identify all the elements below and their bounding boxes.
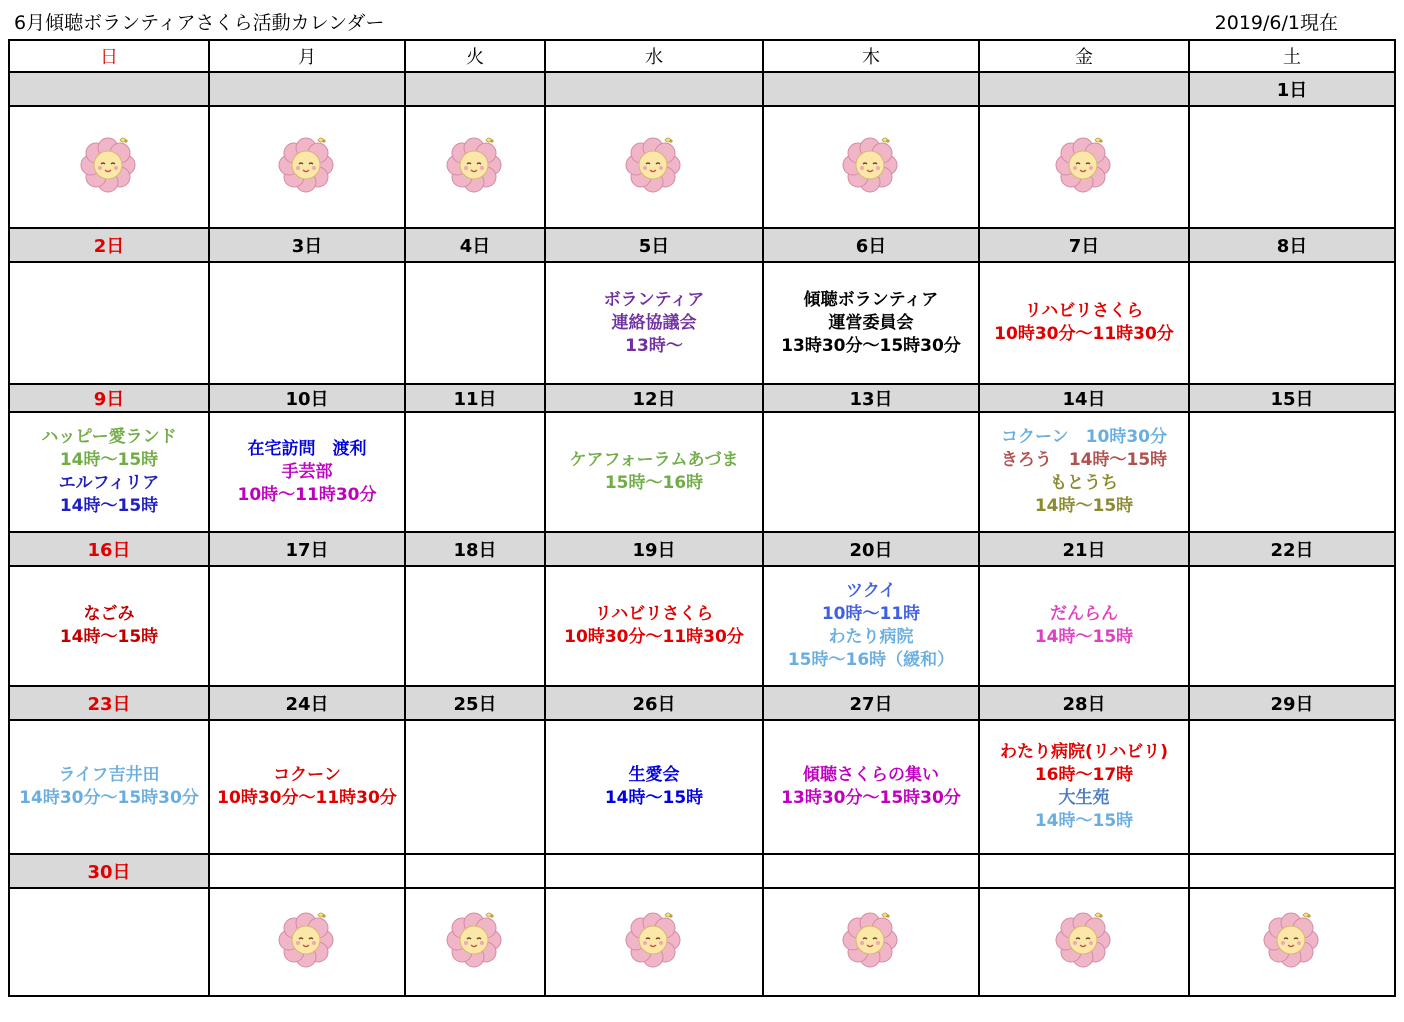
event-text: コクーン (273, 765, 341, 785)
weekday-header-row (9, 40, 1395, 72)
date-cell: 15日 (1189, 384, 1395, 412)
event-text: きろう 14時～15時 (1000, 450, 1168, 470)
event-time: 14時～15時 (59, 496, 159, 516)
week2-content-row (9, 262, 1395, 384)
day-cell (405, 412, 545, 532)
event-cell (9, 720, 209, 854)
day-cell (209, 262, 405, 384)
day-cell (405, 888, 545, 996)
day-cell (1189, 888, 1395, 996)
event-cell (209, 412, 405, 532)
day-cell (209, 888, 405, 996)
date-cell: 13日 (763, 384, 979, 412)
date-cell: 10日 (209, 384, 405, 412)
date-cell: 27日 (763, 686, 979, 720)
date-cell: 28日 (979, 686, 1189, 720)
weekday-mon: 月 (209, 40, 405, 72)
date-cell: 20日 (763, 532, 979, 566)
week1-content-row (9, 106, 1395, 228)
sakura-flower-mascot-icon (838, 906, 904, 972)
date-cell (9, 72, 209, 106)
event-time: 10時30分～11時30分 (994, 324, 1174, 344)
day-cell (9, 262, 209, 384)
event-text: ハッピー愛ランド (41, 427, 177, 447)
date-cell (1189, 854, 1395, 888)
date-cell: 19日 (545, 532, 763, 566)
date-cell: 4日 (405, 228, 545, 262)
event-text: なごみ (83, 604, 135, 624)
event-text: ケアフォーラムあづま (569, 450, 739, 470)
event-text: 大生苑 (1058, 788, 1110, 808)
sakura-flower-mascot-icon (442, 906, 508, 972)
event-text: わたり病院(リハビリ) (999, 742, 1169, 762)
day-cell (979, 106, 1189, 228)
date-cell: 6日 (763, 228, 979, 262)
event-cell (979, 566, 1189, 686)
date-cell: 2日 (9, 228, 209, 262)
date-cell: 7日 (979, 228, 1189, 262)
event-text: コクーン 10時30分 (1001, 427, 1167, 447)
weekday-thu: 木 (763, 40, 979, 72)
date-cell (209, 854, 405, 888)
week4-date-row (9, 532, 1395, 566)
date-cell (545, 72, 763, 106)
event-time: 13時30分～15時30分 (781, 335, 961, 356)
sakura-flower-mascot-icon (621, 906, 687, 972)
weekday-wed: 水 (545, 40, 763, 72)
event-text: もとうち (1050, 473, 1118, 493)
date-cell: 8日 (1189, 228, 1395, 262)
event-time: 14時～15時 (59, 627, 159, 647)
calendar-table (8, 39, 1396, 997)
date-cell: 12日 (545, 384, 763, 412)
date-cell: 16日 (9, 532, 209, 566)
week3-content-row (9, 412, 1395, 532)
event-time: 15時～16時（緩和） (787, 650, 955, 670)
date-cell: 26日 (545, 686, 763, 720)
day-cell (405, 106, 545, 228)
week1-date-row (9, 72, 1395, 106)
day-cell (1189, 412, 1395, 532)
day-cell (763, 106, 979, 228)
event-text: エルフィリア (58, 473, 160, 493)
event-time: 14時～15時 (604, 788, 704, 808)
date-cell: 23日 (9, 686, 209, 720)
week2-date-row (9, 228, 1395, 262)
date-cell: 29日 (1189, 686, 1395, 720)
event-text: 在宅訪問 渡利 (247, 438, 367, 459)
event-cell (545, 566, 763, 686)
event-cell (209, 720, 405, 854)
day-cell (545, 888, 763, 996)
event-time: 14時～15時 (1034, 811, 1134, 831)
event-time: 15時～16時 (604, 473, 704, 493)
date-cell (209, 72, 405, 106)
day-cell (1189, 106, 1395, 228)
date-cell (763, 72, 979, 106)
event-time: 10時～11時30分 (237, 484, 377, 505)
sakura-flower-mascot-icon (274, 131, 340, 197)
event-time: 13時30分～15時30分 (781, 788, 961, 808)
event-cell (763, 566, 979, 686)
day-cell (405, 566, 545, 686)
event-time: 10時30分～11時30分 (217, 788, 397, 808)
event-time: 10時～11時 (821, 604, 921, 624)
date-cell: 5日 (545, 228, 763, 262)
weekday-sat: 土 (1189, 40, 1395, 72)
weekday-tue: 火 (405, 40, 545, 72)
week6-date-row (9, 854, 1395, 888)
event-text: だんらん (1050, 604, 1118, 624)
sakura-flower-mascot-icon (274, 906, 340, 972)
day-cell (1189, 720, 1395, 854)
day-cell (209, 566, 405, 686)
event-text: 傾聴さくらの集い (803, 765, 939, 785)
event-text: ツクイ (846, 581, 896, 601)
event-cell (9, 566, 209, 686)
day-cell (979, 888, 1189, 996)
day-cell (763, 888, 979, 996)
date-cell: 21日 (979, 532, 1189, 566)
event-text: わたり病院 (828, 627, 914, 647)
date-cell (405, 854, 545, 888)
date-cell: 3日 (209, 228, 405, 262)
date-cell: 1日 (1189, 72, 1395, 106)
event-text: 運営委員会 (828, 312, 914, 333)
sakura-flower-mascot-icon (442, 131, 508, 197)
date-cell: 25日 (405, 686, 545, 720)
day-cell (9, 106, 209, 228)
sakura-flower-mascot-icon (1051, 131, 1117, 197)
event-text: 連絡協議会 (611, 312, 697, 333)
date-cell: 9日 (9, 384, 209, 412)
day-cell (9, 888, 209, 996)
sakura-flower-mascot-icon (621, 131, 687, 197)
week6-content-row (9, 888, 1395, 996)
date-cell: 24日 (209, 686, 405, 720)
date-cell: 18日 (405, 532, 545, 566)
event-cell (763, 720, 979, 854)
event-time: 14時～15時 (59, 450, 159, 470)
date-cell (545, 854, 763, 888)
week5-date-row (9, 686, 1395, 720)
sakura-flower-mascot-icon (76, 131, 142, 197)
event-cell (545, 720, 763, 854)
weekday-fri: 金 (979, 40, 1189, 72)
date-cell: 22日 (1189, 532, 1395, 566)
day-cell (545, 106, 763, 228)
event-cell (979, 262, 1189, 384)
day-cell (1189, 262, 1395, 384)
event-cell (763, 262, 979, 384)
day-cell (405, 720, 545, 854)
date-cell: 17日 (209, 532, 405, 566)
as-of-date: 2019/6/1現在 (1214, 12, 1338, 34)
event-time: 14時～15時 (1034, 627, 1134, 647)
event-cell (9, 412, 209, 532)
day-cell (763, 412, 979, 532)
event-text: ボランティア (603, 289, 705, 310)
event-text: 傾聴ボランティア (803, 289, 939, 310)
event-cell (979, 720, 1189, 854)
event-time: 16時～17時 (1034, 765, 1134, 785)
event-text: 手芸部 (281, 461, 333, 482)
date-cell: 14日 (979, 384, 1189, 412)
weekday-sun: 日 (9, 40, 209, 72)
sakura-flower-mascot-icon (1051, 906, 1117, 972)
calendar-title: 6月傾聴ボランティアさくら活動カレンダー (14, 12, 385, 34)
day-cell (1189, 566, 1395, 686)
event-cell (545, 412, 763, 532)
event-time: 10時30分～11時30分 (564, 627, 744, 647)
day-cell (405, 262, 545, 384)
event-cell (979, 412, 1189, 532)
event-text: リハビリさくら (594, 604, 714, 624)
week4-content-row (9, 566, 1395, 686)
date-cell (979, 72, 1189, 106)
day-cell (209, 106, 405, 228)
event-cell (545, 262, 763, 384)
event-text: リハビリさくら (1024, 301, 1144, 321)
event-text: 生愛会 (628, 765, 680, 785)
event-time: 14時～15時 (1034, 496, 1134, 516)
event-time: 14時30分～15時30分 (19, 788, 199, 808)
sakura-flower-mascot-icon (838, 131, 904, 197)
date-cell (763, 854, 979, 888)
sakura-flower-mascot-icon (1259, 906, 1325, 972)
date-cell (405, 72, 545, 106)
week5-content-row (9, 720, 1395, 854)
event-text: ライフ吉井田 (58, 765, 160, 785)
event-time: 13時～ (625, 335, 683, 356)
date-cell: 30日 (9, 854, 209, 888)
week3-date-row (9, 384, 1395, 412)
date-cell (979, 854, 1189, 888)
date-cell: 11日 (405, 384, 545, 412)
